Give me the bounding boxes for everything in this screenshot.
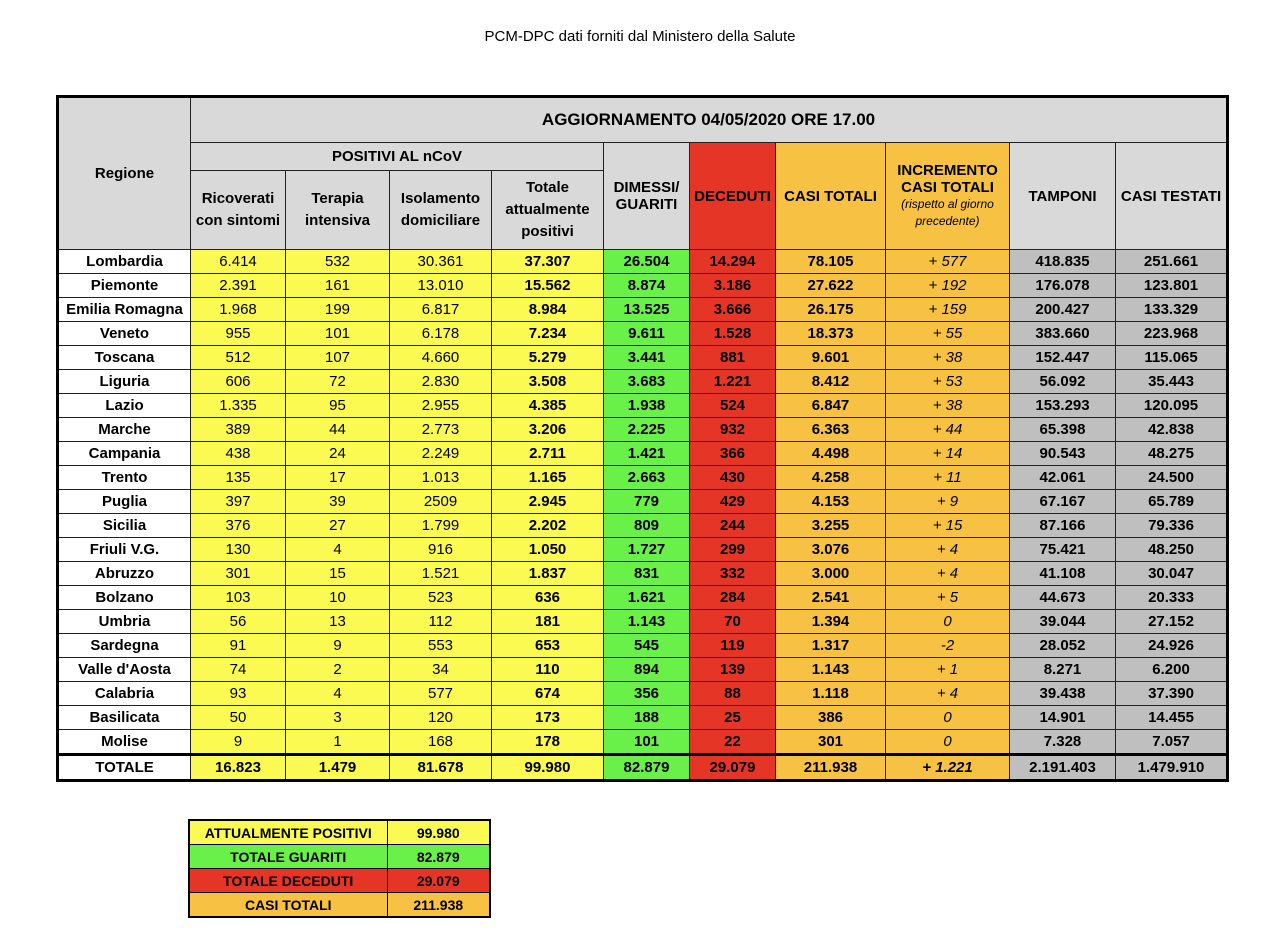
header-terapia: Terapia intensiva: [286, 171, 390, 250]
cell-terapia: 2: [286, 658, 390, 682]
header-incremento: [886, 143, 1010, 250]
cell-isolamento: 34: [390, 658, 492, 682]
cell-isolamento: 81.678: [390, 755, 492, 781]
cell-isolamento: 1.013: [390, 466, 492, 490]
cell-terapia: 27: [286, 514, 390, 538]
cell-tamponi: 42.061: [1010, 466, 1116, 490]
cell-casi: 78.105: [776, 250, 886, 274]
cell-ricoverati: 955: [191, 322, 286, 346]
cell-casi: 211.938: [776, 755, 886, 781]
cell-casi: 4.498: [776, 442, 886, 466]
cell-testati: 24.926: [1116, 634, 1228, 658]
cell-positivi: 3.508: [492, 370, 604, 394]
cell-guariti: 831: [604, 562, 690, 586]
cell-positivi: 173: [492, 706, 604, 730]
cell-tamponi: 87.166: [1010, 514, 1116, 538]
cell-incremento: + 14: [886, 442, 1010, 466]
header-casi-totali: CASI TOTALI: [776, 143, 886, 250]
cell-terapia: 13: [286, 610, 390, 634]
cell-regione: Friuli V.G.: [58, 538, 191, 562]
cell-guariti: 779: [604, 490, 690, 514]
cell-positivi: 110: [492, 658, 604, 682]
total-row: [58, 755, 1228, 781]
header-casi-testati: CASI TESTATI: [1116, 143, 1228, 250]
cell-positivi: 37.307: [492, 250, 604, 274]
cell-casi: 1.118: [776, 682, 886, 706]
summary-table: [188, 819, 491, 918]
cell-isolamento: 2.773: [390, 418, 492, 442]
cell-positivi: 15.562: [492, 274, 604, 298]
cell-tamponi: 176.078: [1010, 274, 1116, 298]
header-regione: Regione: [58, 97, 191, 250]
cell-ricoverati: 376: [191, 514, 286, 538]
cell-regione: Lazio: [58, 394, 191, 418]
summary-row: [189, 869, 490, 893]
cell-tamponi: 2.191.403: [1010, 755, 1116, 781]
cell-ricoverati: 6.414: [191, 250, 286, 274]
cell-tamponi: 90.543: [1010, 442, 1116, 466]
cell-guariti: 8.874: [604, 274, 690, 298]
cell-deceduti: 14.294: [690, 250, 776, 274]
cell-guariti: 26.504: [604, 250, 690, 274]
cell-ricoverati: 438: [191, 442, 286, 466]
cell-positivi: 99.980: [492, 755, 604, 781]
cell-isolamento: 2509: [390, 490, 492, 514]
cell-deceduti: 244: [690, 514, 776, 538]
cell-ricoverati: 103: [191, 586, 286, 610]
cell-incremento: + 159: [886, 298, 1010, 322]
cell-testati: 30.047: [1116, 562, 1228, 586]
cell-regione: Veneto: [58, 322, 191, 346]
cell-guariti: 3.683: [604, 370, 690, 394]
cell-terapia: 199: [286, 298, 390, 322]
header-incremento-note: (rispetto al giorno precedente): [901, 197, 994, 228]
covid-regions-table: [56, 95, 1229, 782]
cell-positivi: 2.202: [492, 514, 604, 538]
cell-incremento: + 38: [886, 394, 1010, 418]
cell-isolamento: 2.955: [390, 394, 492, 418]
table-row: [58, 562, 1228, 586]
cell-regione: Valle d'Aosta: [58, 658, 191, 682]
header-dimessi: DIMESSI/ GUARITI: [604, 143, 690, 250]
cell-ricoverati: 50: [191, 706, 286, 730]
cell-guariti: 3.441: [604, 346, 690, 370]
cell-testati: 7.057: [1116, 730, 1228, 755]
summary-label: CASI TOTALI: [189, 893, 387, 918]
cell-casi: 6.847: [776, 394, 886, 418]
cell-regione: Campania: [58, 442, 191, 466]
cell-casi: 3.076: [776, 538, 886, 562]
cell-regione: Sardegna: [58, 634, 191, 658]
cell-casi: 3.000: [776, 562, 886, 586]
table-row: [58, 274, 1228, 298]
cell-casi: 2.541: [776, 586, 886, 610]
cell-tamponi: 383.660: [1010, 322, 1116, 346]
cell-deceduti: 366: [690, 442, 776, 466]
summary-row: [189, 893, 490, 918]
cell-deceduti: 25: [690, 706, 776, 730]
table-row: [58, 394, 1228, 418]
cell-terapia: 4: [286, 538, 390, 562]
cell-terapia: 3: [286, 706, 390, 730]
cell-ricoverati: 74: [191, 658, 286, 682]
cell-ricoverati: 512: [191, 346, 286, 370]
cell-isolamento: 1.799: [390, 514, 492, 538]
cell-ricoverati: 2.391: [191, 274, 286, 298]
cell-casi: 8.412: [776, 370, 886, 394]
header-isolamento: Isolamento domiciliare: [390, 171, 492, 250]
table-body: [58, 250, 1228, 781]
cell-positivi: 2.711: [492, 442, 604, 466]
header-incremento-label: INCREMENTO CASI TOTALI: [897, 162, 998, 197]
cell-testati: 115.065: [1116, 346, 1228, 370]
cell-regione: Sicilia: [58, 514, 191, 538]
cell-regione: Molise: [58, 730, 191, 755]
cell-guariti: 894: [604, 658, 690, 682]
table-row: [58, 586, 1228, 610]
cell-guariti: 101: [604, 730, 690, 755]
cell-positivi: 2.945: [492, 490, 604, 514]
cell-positivi: 1.837: [492, 562, 604, 586]
cell-deceduti: 881: [690, 346, 776, 370]
cell-deceduti: 70: [690, 610, 776, 634]
cell-tamponi: 39.044: [1010, 610, 1116, 634]
cell-deceduti: 284: [690, 586, 776, 610]
cell-guariti: 356: [604, 682, 690, 706]
cell-regione: Marche: [58, 418, 191, 442]
cell-regione: Liguria: [58, 370, 191, 394]
cell-regione: TOTALE: [58, 755, 191, 781]
cell-isolamento: 916: [390, 538, 492, 562]
table-row: [58, 634, 1228, 658]
cell-tamponi: 14.901: [1010, 706, 1116, 730]
cell-ricoverati: 301: [191, 562, 286, 586]
cell-guariti: 1.727: [604, 538, 690, 562]
cell-guariti: 545: [604, 634, 690, 658]
cell-testati: 37.390: [1116, 682, 1228, 706]
cell-ricoverati: 16.823: [191, 755, 286, 781]
cell-casi: 4.258: [776, 466, 886, 490]
cell-terapia: 532: [286, 250, 390, 274]
summary-label: TOTALE GUARITI: [189, 845, 387, 869]
cell-tamponi: 75.421: [1010, 538, 1116, 562]
cell-isolamento: 30.361: [390, 250, 492, 274]
table-row: [58, 730, 1228, 755]
cell-deceduti: 429: [690, 490, 776, 514]
cell-guariti: 9.611: [604, 322, 690, 346]
cell-tamponi: 418.835: [1010, 250, 1116, 274]
cell-testati: 1.479.910: [1116, 755, 1228, 781]
cell-incremento: + 577: [886, 250, 1010, 274]
cell-positivi: 181: [492, 610, 604, 634]
cell-terapia: 15: [286, 562, 390, 586]
cell-terapia: 95: [286, 394, 390, 418]
cell-deceduti: 1.528: [690, 322, 776, 346]
table-row: [58, 658, 1228, 682]
cell-isolamento: 1.521: [390, 562, 492, 586]
cell-casi: 1.317: [776, 634, 886, 658]
cell-incremento: + 44: [886, 418, 1010, 442]
cell-incremento: 0: [886, 706, 1010, 730]
cell-tamponi: 39.438: [1010, 682, 1116, 706]
cell-testati: 14.455: [1116, 706, 1228, 730]
cell-terapia: 72: [286, 370, 390, 394]
cell-incremento: + 192: [886, 274, 1010, 298]
cell-casi: 1.394: [776, 610, 886, 634]
header-positivi-group: POSITIVI AL nCoV: [191, 143, 604, 171]
table-row: [58, 346, 1228, 370]
cell-regione: Emilia Romagna: [58, 298, 191, 322]
summary-label: TOTALE DECEDUTI: [189, 869, 387, 893]
cell-positivi: 653: [492, 634, 604, 658]
cell-ricoverati: 93: [191, 682, 286, 706]
cell-deceduti: 139: [690, 658, 776, 682]
cell-ricoverati: 389: [191, 418, 286, 442]
cell-deceduti: 88: [690, 682, 776, 706]
cell-guariti: 1.938: [604, 394, 690, 418]
cell-testati: 27.152: [1116, 610, 1228, 634]
cell-terapia: 4: [286, 682, 390, 706]
cell-positivi: 7.234: [492, 322, 604, 346]
cell-isolamento: 4.660: [390, 346, 492, 370]
cell-isolamento: 553: [390, 634, 492, 658]
cell-regione: Abruzzo: [58, 562, 191, 586]
table-row: [58, 538, 1228, 562]
header-tamponi: TAMPONI: [1010, 143, 1116, 250]
cell-testati: 133.329: [1116, 298, 1228, 322]
cell-casi: 3.255: [776, 514, 886, 538]
cell-casi: 6.363: [776, 418, 886, 442]
cell-tamponi: 153.293: [1010, 394, 1116, 418]
cell-incremento: 0: [886, 730, 1010, 755]
cell-incremento: + 4: [886, 538, 1010, 562]
cell-terapia: 101: [286, 322, 390, 346]
cell-testati: 120.095: [1116, 394, 1228, 418]
header-ricoverati: Ricoverati con sintomi: [191, 171, 286, 250]
cell-regione: Toscana: [58, 346, 191, 370]
summary-row: [189, 845, 490, 869]
cell-casi: 301: [776, 730, 886, 755]
cell-deceduti: 1.221: [690, 370, 776, 394]
cell-testati: 123.801: [1116, 274, 1228, 298]
cell-tamponi: 65.398: [1010, 418, 1116, 442]
cell-positivi: 8.984: [492, 298, 604, 322]
summary-value: 99.980: [387, 820, 490, 845]
cell-casi: 26.175: [776, 298, 886, 322]
cell-terapia: 1.479: [286, 755, 390, 781]
cell-testati: 42.838: [1116, 418, 1228, 442]
summary-label: ATTUALMENTE POSITIVI: [189, 820, 387, 845]
cell-testati: 6.200: [1116, 658, 1228, 682]
cell-incremento: + 4: [886, 562, 1010, 586]
cell-isolamento: 2.249: [390, 442, 492, 466]
cell-deceduti: 3.186: [690, 274, 776, 298]
cell-isolamento: 168: [390, 730, 492, 755]
source-caption: PCM-DPC dati forniti dal Ministero della Salute: [484, 28, 796, 45]
cell-incremento: + 38: [886, 346, 1010, 370]
cell-deceduti: 29.079: [690, 755, 776, 781]
cell-regione: Umbria: [58, 610, 191, 634]
cell-terapia: 10: [286, 586, 390, 610]
cell-deceduti: 3.666: [690, 298, 776, 322]
table-row: [58, 250, 1228, 274]
cell-deceduti: 22: [690, 730, 776, 755]
cell-guariti: 188: [604, 706, 690, 730]
cell-terapia: 9: [286, 634, 390, 658]
cell-isolamento: 577: [390, 682, 492, 706]
cell-positivi: 1.050: [492, 538, 604, 562]
table-row: [58, 322, 1228, 346]
cell-positivi: 178: [492, 730, 604, 755]
cell-ricoverati: 606: [191, 370, 286, 394]
cell-ricoverati: 130: [191, 538, 286, 562]
cell-ricoverati: 1.968: [191, 298, 286, 322]
cell-deceduti: 299: [690, 538, 776, 562]
summary-value: 211.938: [387, 893, 490, 918]
cell-testati: 251.661: [1116, 250, 1228, 274]
cell-positivi: 5.279: [492, 346, 604, 370]
cell-ricoverati: 135: [191, 466, 286, 490]
cell-terapia: 17: [286, 466, 390, 490]
cell-tamponi: 41.108: [1010, 562, 1116, 586]
cell-regione: Puglia: [58, 490, 191, 514]
cell-regione: Lombardia: [58, 250, 191, 274]
cell-incremento: + 5: [886, 586, 1010, 610]
cell-isolamento: 13.010: [390, 274, 492, 298]
header-deceduti: DECEDUTI: [690, 143, 776, 250]
cell-regione: Trento: [58, 466, 191, 490]
table-row: [58, 418, 1228, 442]
cell-ricoverati: 397: [191, 490, 286, 514]
cell-guariti: 2.225: [604, 418, 690, 442]
cell-casi: 27.622: [776, 274, 886, 298]
cell-incremento: + 1.221: [886, 755, 1010, 781]
cell-isolamento: 112: [390, 610, 492, 634]
cell-terapia: 107: [286, 346, 390, 370]
cell-guariti: 2.663: [604, 466, 690, 490]
cell-testati: 65.789: [1116, 490, 1228, 514]
cell-guariti: 809: [604, 514, 690, 538]
table-row: [58, 514, 1228, 538]
cell-guariti: 13.525: [604, 298, 690, 322]
cell-incremento: + 11: [886, 466, 1010, 490]
cell-casi: 9.601: [776, 346, 886, 370]
cell-tamponi: 7.328: [1010, 730, 1116, 755]
cell-terapia: 161: [286, 274, 390, 298]
table-row: [58, 298, 1228, 322]
cell-isolamento: 6.178: [390, 322, 492, 346]
table-row: [58, 466, 1228, 490]
cell-terapia: 44: [286, 418, 390, 442]
summary-value: 29.079: [387, 869, 490, 893]
cell-positivi: 1.165: [492, 466, 604, 490]
cell-isolamento: 523: [390, 586, 492, 610]
cell-ricoverati: 9: [191, 730, 286, 755]
cell-incremento: 0: [886, 610, 1010, 634]
cell-deceduti: 932: [690, 418, 776, 442]
table-row: [58, 370, 1228, 394]
cell-incremento: -2: [886, 634, 1010, 658]
table-row: [58, 442, 1228, 466]
cell-testati: 48.250: [1116, 538, 1228, 562]
cell-guariti: 1.143: [604, 610, 690, 634]
cell-ricoverati: 91: [191, 634, 286, 658]
cell-incremento: + 15: [886, 514, 1010, 538]
cell-tamponi: 152.447: [1010, 346, 1116, 370]
cell-regione: Piemonte: [58, 274, 191, 298]
cell-incremento: + 55: [886, 322, 1010, 346]
cell-deceduti: 332: [690, 562, 776, 586]
cell-testati: 48.275: [1116, 442, 1228, 466]
cell-deceduti: 430: [690, 466, 776, 490]
cell-tamponi: 200.427: [1010, 298, 1116, 322]
cell-tamponi: 56.092: [1010, 370, 1116, 394]
cell-testati: 24.500: [1116, 466, 1228, 490]
cell-tamponi: 67.167: [1010, 490, 1116, 514]
cell-casi: 18.373: [776, 322, 886, 346]
cell-deceduti: 119: [690, 634, 776, 658]
cell-guariti: 1.421: [604, 442, 690, 466]
cell-testati: 20.333: [1116, 586, 1228, 610]
table-row: [58, 682, 1228, 706]
cell-isolamento: 2.830: [390, 370, 492, 394]
cell-positivi: 4.385: [492, 394, 604, 418]
cell-isolamento: 120: [390, 706, 492, 730]
cell-ricoverati: 1.335: [191, 394, 286, 418]
cell-positivi: 3.206: [492, 418, 604, 442]
cell-casi: 386: [776, 706, 886, 730]
cell-casi: 4.153: [776, 490, 886, 514]
cell-ricoverati: 56: [191, 610, 286, 634]
cell-tamponi: 28.052: [1010, 634, 1116, 658]
cell-deceduti: 524: [690, 394, 776, 418]
cell-incremento: + 53: [886, 370, 1010, 394]
cell-casi: 1.143: [776, 658, 886, 682]
cell-testati: 79.336: [1116, 514, 1228, 538]
cell-regione: Basilicata: [58, 706, 191, 730]
cell-incremento: + 9: [886, 490, 1010, 514]
cell-terapia: 1: [286, 730, 390, 755]
cell-terapia: 39: [286, 490, 390, 514]
cell-testati: 35.443: [1116, 370, 1228, 394]
cell-regione: Bolzano: [58, 586, 191, 610]
cell-positivi: 674: [492, 682, 604, 706]
table-row: [58, 706, 1228, 730]
cell-testati: 223.968: [1116, 322, 1228, 346]
table-row: [58, 490, 1228, 514]
cell-guariti: 1.621: [604, 586, 690, 610]
cell-tamponi: 44.673: [1010, 586, 1116, 610]
cell-regione: Calabria: [58, 682, 191, 706]
cell-terapia: 24: [286, 442, 390, 466]
table-title: AGGIORNAMENTO 04/05/2020 ORE 17.00: [191, 97, 1228, 143]
header-totale-positivi: Totale attualmente positivi: [492, 171, 604, 250]
cell-incremento: + 1: [886, 658, 1010, 682]
cell-isolamento: 6.817: [390, 298, 492, 322]
summary-row: [189, 820, 490, 845]
cell-positivi: 636: [492, 586, 604, 610]
table-row: [58, 610, 1228, 634]
summary-value: 82.879: [387, 845, 490, 869]
cell-incremento: + 4: [886, 682, 1010, 706]
cell-tamponi: 8.271: [1010, 658, 1116, 682]
cell-guariti: 82.879: [604, 755, 690, 781]
